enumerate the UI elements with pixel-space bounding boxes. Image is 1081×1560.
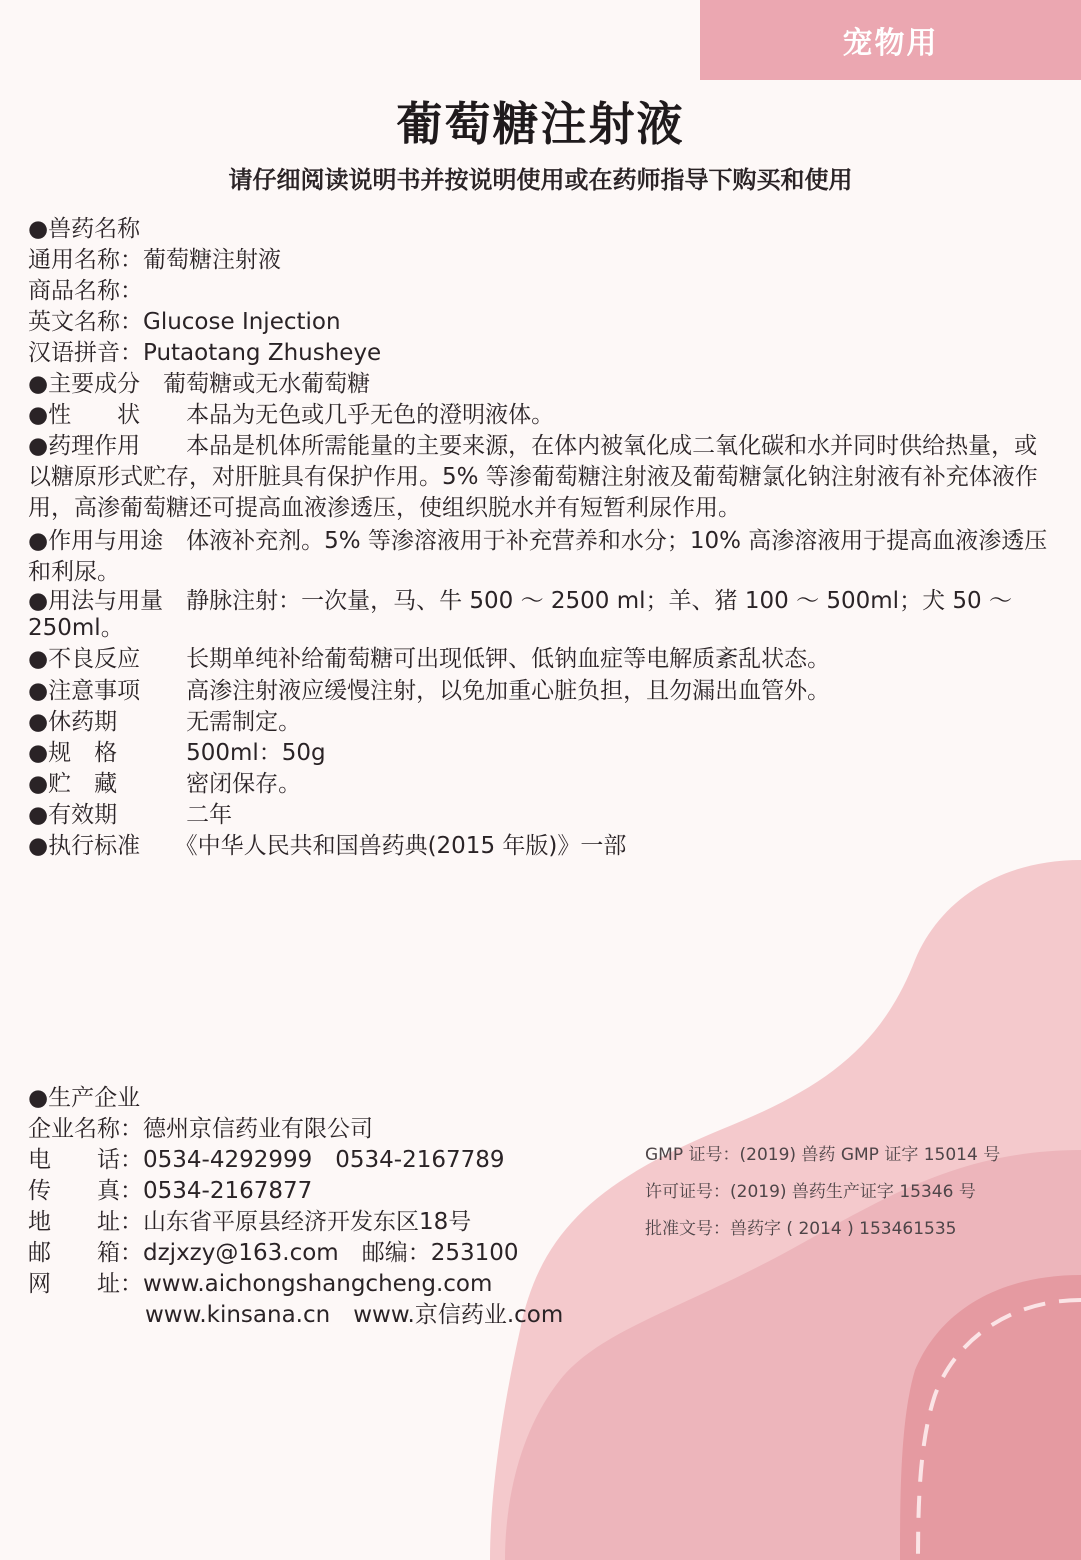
reading-notice: 请仔细阅读说明书并按说明使用或在药师指导下购买和使用 — [228, 166, 853, 194]
company-address: 地 址：山东省平原县经济开发东区18号 — [28, 1209, 472, 1235]
page-title: 葡萄糖注射液 — [396, 97, 685, 151]
english-name: 英文名称：Glucose Injection — [28, 309, 341, 335]
company-fax: 传 真：0534-2167877 — [28, 1178, 313, 1204]
manufacturer-heading: ●生产企业 — [28, 1085, 141, 1111]
appearance: ●性 状 本品为无色或几乎无色的澄明液体。 — [28, 402, 555, 428]
company-phone: 电 话：0534-4292999 0534-2167789 — [28, 1147, 505, 1173]
vet-name-heading: ●兽药名称 — [28, 216, 141, 242]
pharmacology: ●药理作用 本品是机体所需能量的主要来源，在体内被氧化成二氧化碳和水并同时供给热量，或以糖原形式贮存，对肝脏具有保护作用。5% 等渗葡萄糖注射液及葡萄糖氯化钠注射液有补充体液作用，高渗葡萄糖还可提高血液渗透压，使组织脱水并有短暂利尿作用。 — [28, 433, 1038, 521]
trade-name: 商品名称： — [28, 278, 143, 304]
adverse-reactions: ●不良反应 长期单纯补给葡萄糖可出现低钾、低钠血症等电解质紊乱状态。 — [28, 646, 831, 672]
company-website-2: www.kinsana.cn www.京信药业.com — [145, 1302, 564, 1328]
withdrawal-period: ●休药期 无需制定。 — [28, 709, 302, 735]
company-website: 网 址：www.aichongshangcheng.com — [28, 1271, 493, 1297]
specification: ●规 格 500ml：50g — [28, 740, 326, 766]
company-name: 企业名称：德州京信药业有限公司 — [28, 1116, 373, 1142]
validity: ●有效期 二年 — [28, 802, 233, 828]
gmp-certificate: GMP 证号：(2019) 兽药 GMP 证字 15014 号 — [645, 1145, 1001, 1165]
production-license: 许可证号：(2019) 兽药生产证字 15346 号 — [645, 1182, 976, 1202]
indications: ●作用与用途 体液补充剂。5% 等渗溶液用于补充营养和水分；10% 高渗溶液用于提高血液渗透压和利尿。 — [28, 528, 1048, 585]
pinyin-name: 汉语拼音：Putaotang Zhusheye — [28, 340, 382, 366]
standard: ●执行标准 《中华人民共和国兽药典(2015 年版)》一部 — [28, 833, 627, 859]
approval-number: 批准文号：兽药字 ( 2014 ) 153461535 — [645, 1219, 957, 1239]
precautions: ●注意事项 高渗注射液应缓慢注射，以免加重心脏负担，且勿漏出血管外。 — [28, 678, 831, 704]
storage: ●贮 藏 密闭保存。 — [28, 771, 302, 797]
pet-use-tag: 宠物用 — [700, 0, 1081, 80]
generic-name: 通用名称：葡萄糖注射液 — [28, 247, 281, 273]
company-email: 邮 箱：dzjxzy@163.com 邮编：253100 — [28, 1240, 519, 1266]
composition: ●主要成分 葡萄糖或无水葡萄糖 — [28, 371, 371, 397]
dosage: ●用法与用量 静脉注射：一次量，马、牛 500 ～ 2500 ml；羊、猪 100 ～ 500ml；犬 50 ～ 250ml。 — [28, 588, 1012, 641]
